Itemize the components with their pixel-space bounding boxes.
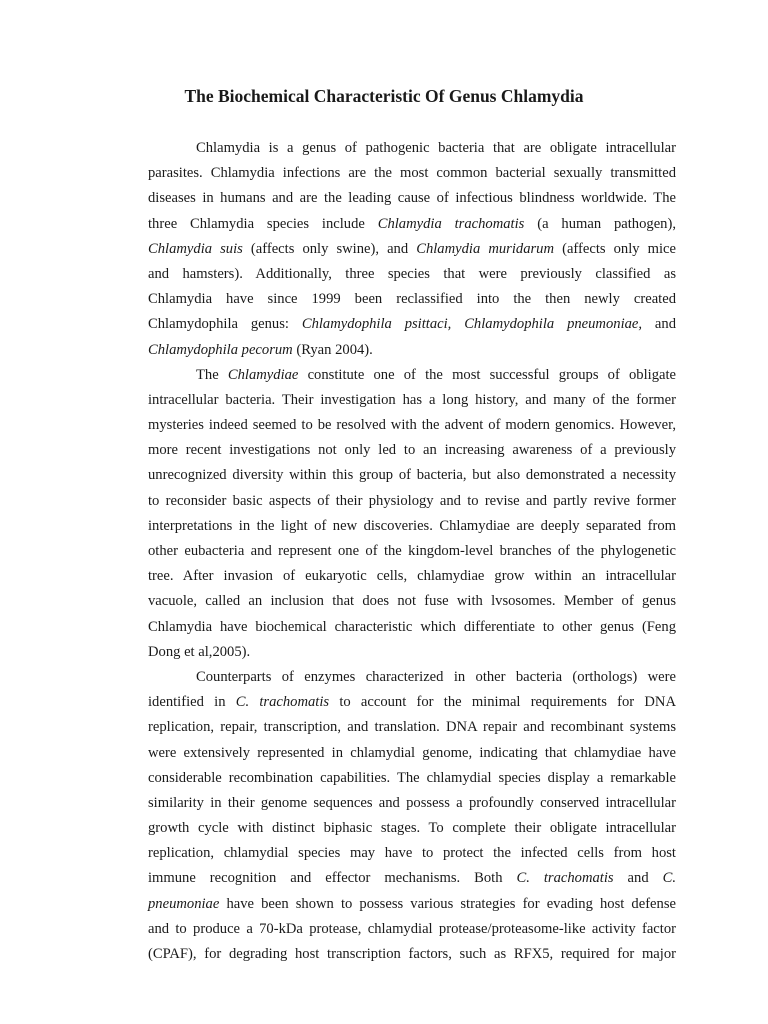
italic-term: Chlamydophila psittaci, Chlamydophila pneumoniae, [301, 316, 643, 333]
text-line [148, 766, 676, 791]
text-line [148, 388, 676, 413]
text-run: constitute one of the most successful groups of obligate [298, 366, 677, 383]
italic-term: C. [662, 870, 676, 887]
text-run: Chlamydophila genus: [148, 316, 302, 333]
text-run: diseases in humans and are the leading cause of infectious blindness worldwide. The [148, 190, 676, 207]
text-line [148, 665, 676, 690]
text-run: and to produce a 70-kDa protease, chlamydial protease/proteasome-like activity factor [148, 920, 676, 937]
text-line [148, 363, 676, 388]
text-run: intracellular bacteria. Their investigation has a long history, and many of the former [148, 391, 676, 408]
text-line [148, 589, 676, 614]
text-run: unrecognized diversity within this group of bacteria, but also demonstrated a necessity [148, 467, 676, 484]
text-run: to reconsider basic aspects of their physiology and to revise and partly revive former [148, 492, 676, 509]
text-run: (CPAF), for degrading host transcription factors, such as RFX5, required for major [148, 946, 676, 962]
text-line [148, 186, 676, 211]
text-run: tree. After invasion of eukaryotic cells, chlamydiae grow within an intracellular [148, 568, 676, 585]
text-run: replication, chlamydial species may have to protect the infected cells from host [148, 845, 676, 862]
text-run: mysteries indeed seemed to be resolved with the advent of modern genomics. However, [148, 417, 676, 434]
text-line [148, 413, 676, 438]
text-run: other eubacteria and represent one of the kingdom-level branches of the phylogenetic [148, 543, 676, 559]
text-run: similarity in their genome sequences and possess a profoundly conserved intracellular [148, 794, 676, 811]
text-run: (affects only mice [554, 240, 677, 257]
text-run: growth cycle with distinct biphasic stages. To complete their obligate intracellular [148, 820, 676, 837]
text-run: and [613, 870, 663, 887]
italic-term: Chlamydia muridarum [416, 240, 555, 257]
text-line [148, 438, 676, 463]
text-run: interpretations in the light of new discoveries. Chlamydiae are deeply separated from [148, 517, 676, 534]
text-line [148, 212, 676, 237]
text-line [148, 564, 676, 589]
text-run: Chlamydia have biochemical characteristic which differentiate to other genus (Feng [148, 618, 676, 635]
text-line [148, 917, 676, 942]
text-run: replication, repair, transcription, and translation. DNA repair and recombinant systems [148, 719, 676, 736]
text-line [148, 262, 676, 287]
text-line [148, 741, 676, 766]
text-line [148, 715, 676, 740]
italic-term: C. trachomatis [516, 870, 614, 887]
text-run: and hamsters). Additionally, three species that were previously classified as [148, 265, 676, 282]
text-line [148, 161, 676, 186]
paragraph [148, 136, 676, 363]
text-run: parasites. Chlamydia infections are the most common bacterial sexually transmitted [148, 165, 676, 182]
text-run: were extensively represented in chlamydial genome, indicating that chlamydiae have [148, 744, 676, 761]
document-title: The Biochemical Characteristic Of Genus Chlamydia [184, 86, 584, 106]
text-line [148, 539, 676, 564]
italic-term: C. trachomatis [235, 694, 330, 711]
text-run: identified in [148, 694, 236, 711]
text-line [148, 312, 676, 337]
text-run: more recent investigations not only led to an increasing awareness of a previously [148, 442, 676, 459]
text-run: considerable recombination capabilities. The chlamydial species display a remarkable [148, 769, 676, 786]
text-line [148, 136, 676, 161]
text-run: Dong et al,2005). [148, 643, 251, 660]
italic-term: pneumoniae [148, 895, 220, 912]
text-line [148, 615, 676, 640]
text-line [148, 841, 676, 866]
text-run: (affects only swine), and [242, 240, 417, 257]
text-line [148, 237, 676, 262]
text-run: to account for the minimal requirements for DNA [329, 694, 676, 711]
text-run: have been shown to possess various strategies for evading host defense [219, 895, 676, 912]
text-line [148, 892, 676, 917]
text-line [148, 514, 676, 539]
text-line [148, 287, 676, 312]
text-line [148, 489, 676, 514]
text-line [148, 791, 676, 816]
italic-term: Chlamydophila pecorum [148, 341, 293, 358]
text-run: three Chlamydia species include [148, 215, 378, 232]
italic-term: Chlamydia trachomatis [377, 215, 525, 232]
text-run: Chlamydia is a genus of pathogenic bacteria that are obligate intracellular [196, 140, 676, 156]
text-line [148, 463, 676, 488]
text-run: The [196, 366, 228, 383]
text-line [148, 816, 676, 841]
text-line [148, 866, 676, 891]
text-line [148, 942, 676, 967]
text-run: Chlamydia have since 1999 been reclassified into the then newly created [148, 291, 676, 308]
text-run: (a human pathogen), [524, 215, 676, 232]
document-body [148, 136, 676, 967]
text-line [148, 338, 676, 363]
text-run: immune recognition and effector mechanisms. Both [148, 870, 517, 887]
text-run: Counterparts of enzymes characterized in other bacteria (orthologs) were [196, 668, 676, 685]
text-run: vacuole, called an inclusion that does not fuse with lvsosomes. Member of genus [148, 593, 676, 610]
paragraph [148, 665, 676, 967]
text-line [148, 640, 676, 665]
italic-term: Chlamydia suis [148, 240, 243, 257]
italic-term: Chlamydiae [227, 366, 299, 383]
text-run: and [642, 316, 676, 333]
paragraph [148, 363, 676, 665]
text-line [148, 690, 676, 715]
text-run: (Ryan 2004). [292, 341, 373, 358]
